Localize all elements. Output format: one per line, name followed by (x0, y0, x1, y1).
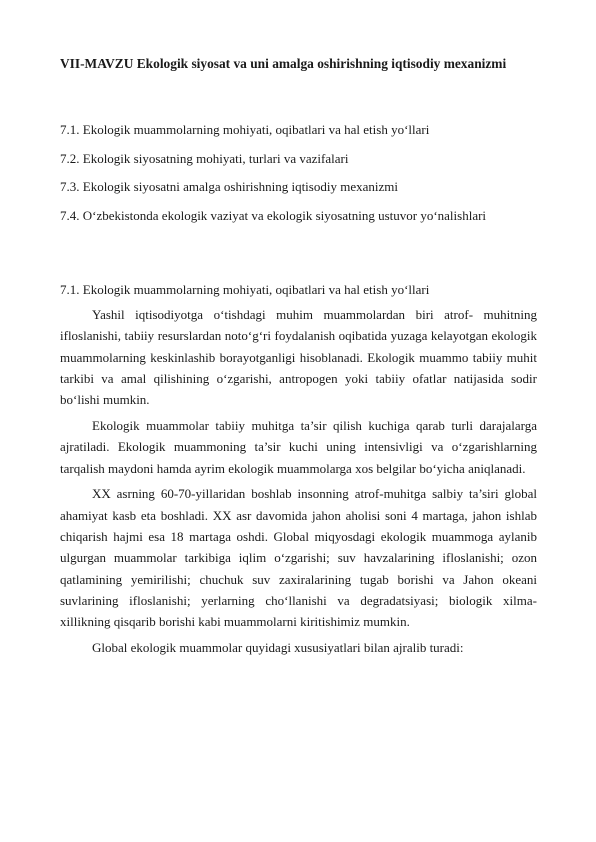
toc-item-7-4: 7.4. O‘zbekistonda ekologik vaziyat va ekologik siyosatning ustuvor yo‘nalishlari (60, 207, 487, 223)
toc-item-7-1: 7.1. Ekologik muammolarning mohiyati, oqibatlari va hal etish yo‘llari (60, 122, 430, 137)
body-text (60, 304, 537, 663)
toc-item-7-2: 7.2. Ekologik siyosatning mohiyati, turlari va vazifalari (60, 150, 349, 166)
paragraph: Yashil iqtisodiyotga o‘tishdagi muhim muammolardan biri atrof- muhitning ifloslanishi, tabiiy resurslardan noto‘g‘ri foydalanish oqibatida yuzaga kelayotgan ekologik muammolarning keskinlashib borayotganligi hisoblanadi. Ekologik muammo tabiiy muhit tarkibi va amal qilishining o‘zgarishi, antropogen yoki tabiiy ofatlar natijasida sodir bo‘lishi mumkin. (60, 307, 537, 408)
section-heading: 7.1. Ekologik muammolarning mohiyati, oqibatlari va hal etish yo‘llari (60, 282, 430, 297)
paragraph: Ekologik muammolar tabiiy muhitga ta’sir qilish kuchiga qarab turli darajalarga ajratiladi. Ekologik muammoning ta’sir kuchi uning intensivligi va o‘zgarishlarning tarqalish maydoni hamda ayrim ekologik muammolarga xos belgilar bo‘yicha aniqlanadi. (60, 417, 537, 476)
page-title: VII-MAVZU Ekologik siyosat va uni amalga oshirishning iqtisodiy mexanizmi (60, 56, 507, 71)
table-of-contents (60, 120, 540, 234)
toc-item-7-3: 7.3. Ekologik siyosatni amalga oshirishning iqtisodiy mexanizmi (60, 179, 398, 194)
paragraph: XX asrning 60-70-yillaridan boshlab insonning atrof-muhitga salbiy ta’siri global ahamiyat kasb eta boshladi. XX asr davomida jahon aholisi soni 4 martaga, jahon ishlab chiqarish hajmi esa 18 martaga oshdi. Global miqyosdagi ekologik muammoga aylanib ulgurgan muammolar tarkibiga iqlim o‘zgarishi; suv havzalarining ifloslanishi; ozon qatlamining yemirilishi; chuchuk suv zaxiralarining tugab borishi va Jahon okeani suvlarining ifloslanishi; yerlarning cho‘llanishi va degradatsiyasi; biologik xilma- xillikning qisqarib borishi kabi muammolarni kiritishimiz mumkin. (60, 486, 537, 630)
paragraph: Global ekologik muammolar quyidagi xususiyatlari bilan ajralib turadi: (92, 639, 464, 655)
